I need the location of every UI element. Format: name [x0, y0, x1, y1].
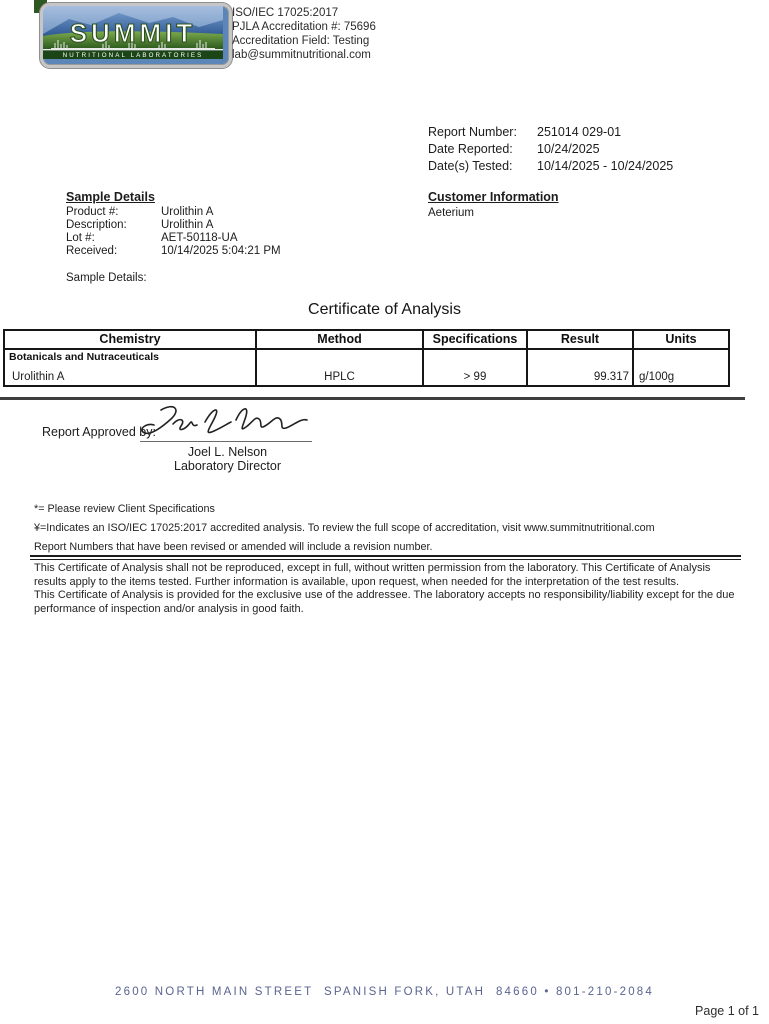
empty-cell: [256, 349, 423, 365]
accreditation-block: [232, 6, 376, 62]
table-row: [4, 365, 729, 386]
header-units: Units: [633, 330, 729, 349]
dates-tested-value: 10/14/2025 - 10/24/2025: [537, 159, 674, 173]
section-divider-thick: [0, 397, 745, 400]
header-specifications: Specifications: [423, 330, 527, 349]
disclaimer-block: [34, 562, 742, 616]
certificate-title: Certificate of Analysis: [308, 301, 461, 318]
date-reported-label: Date Reported:: [428, 142, 513, 156]
received-row: [66, 245, 281, 258]
sample-details-heading: Sample Details: [66, 190, 155, 204]
footnote-client-specs: *= Please review Client Specifications: [34, 503, 215, 515]
approved-by-label: Report Approved by:: [42, 425, 156, 439]
lot-value: AET-50118-UA: [161, 232, 238, 244]
lot-row: [66, 232, 281, 245]
category-row: [4, 349, 729, 365]
units-cell: g/100g: [639, 371, 675, 383]
result-cell: 99.317: [527, 365, 633, 386]
page-number: Page 1 of 1: [695, 1004, 759, 1018]
results-table: [3, 329, 730, 387]
signature-underline: [140, 441, 312, 442]
header-chemistry: Chemistry: [4, 330, 256, 349]
description-label: Description:: [66, 219, 127, 231]
lab-address: 2600 NORTH MAIN STREET SPANISH FORK, UTAH 84660 • 801-210-2084: [115, 986, 654, 998]
table-header-row: [4, 330, 729, 349]
signer-name: Joel L. Nelson: [187, 445, 268, 459]
report-number-value: 251014 029-01: [537, 125, 622, 139]
summit-logo: [40, 3, 232, 68]
section-divider-double: [30, 555, 741, 560]
customer-name: Aeterium: [428, 207, 475, 219]
summit-logo-art: [43, 6, 223, 59]
logo-wordmark: SUMMIT: [69, 18, 197, 48]
results-table-wrap: [3, 329, 730, 387]
disclaimer-paragraph-2: This Certificate of Analysis is provided for the exclusive use of the addressee. The laboratory accepts no responsibility/liability except for the due performance of inspection and/or analysis in good faith.: [34, 589, 735, 615]
received-value: 10/14/2025 5:04:21 PM: [161, 245, 281, 257]
empty-cell: [633, 349, 729, 365]
product-label: Product #:: [66, 206, 119, 218]
empty-cell: [527, 349, 633, 365]
description-value: Urolithin A: [161, 219, 214, 231]
date-reported-value: 10/24/2025: [537, 142, 600, 156]
disclaimer-paragraph-1: This Certificate of Analysis shall not be reproduced, except in full, without written permission from the laboratory. This Certificate of Analysis results apply to the items tested. Further information is available, upon request, when needed for the interpretation of the test results.: [34, 562, 711, 588]
dates-tested-row: [428, 158, 673, 175]
report-number-label: Report Number:: [428, 125, 517, 139]
report-info-block: [428, 124, 673, 175]
header-method: Method: [256, 330, 423, 349]
customer-info-heading: Customer Information: [428, 190, 559, 204]
accreditation-number: PJLA Accreditation #: 75696: [232, 21, 376, 33]
lab-email: lab@summitnutritional.com: [232, 49, 371, 61]
analyte-cell: Urolithin A: [4, 365, 256, 386]
header-result: Result: [527, 330, 633, 349]
empty-cell: [423, 349, 527, 365]
specification-cell: > 99: [423, 365, 527, 386]
description-row: [66, 219, 281, 232]
received-label: Received:: [66, 245, 118, 257]
logo-subtitle: NUTRITIONAL LABORATORIES: [62, 52, 204, 59]
sample-details-extra-label: Sample Details:: [66, 272, 147, 284]
footnote-accredited: ¥=Indicates an ISO/IEC 17025:2017 accredited analysis. To review the full scope of accreditation, visit www.summitnutritional.com: [34, 522, 655, 534]
signature: [133, 401, 318, 450]
product-row: [66, 206, 281, 219]
method-cell: HPLC: [256, 365, 423, 386]
footnote-revision: Report Numbers that have been revised or amended will include a revision number.: [34, 541, 433, 553]
product-value: Urolithin A: [161, 206, 214, 218]
category-cell: Botanicals and Nutraceuticals: [4, 349, 256, 365]
lot-label: Lot #:: [66, 232, 95, 244]
logo-banner-divider: [43, 49, 223, 50]
report-number-row: [428, 124, 673, 141]
signer-title: Laboratory Director: [174, 459, 281, 473]
dates-tested-label: Date(s) Tested:: [428, 159, 513, 173]
accreditation-standard: ISO/IEC 17025:2017: [232, 7, 339, 19]
date-reported-row: [428, 141, 673, 158]
signature-icon: [133, 401, 318, 445]
sample-details-block: [66, 206, 281, 258]
footnotes-block: [34, 503, 655, 560]
accreditation-field: Accreditation Field: Testing: [232, 35, 370, 47]
